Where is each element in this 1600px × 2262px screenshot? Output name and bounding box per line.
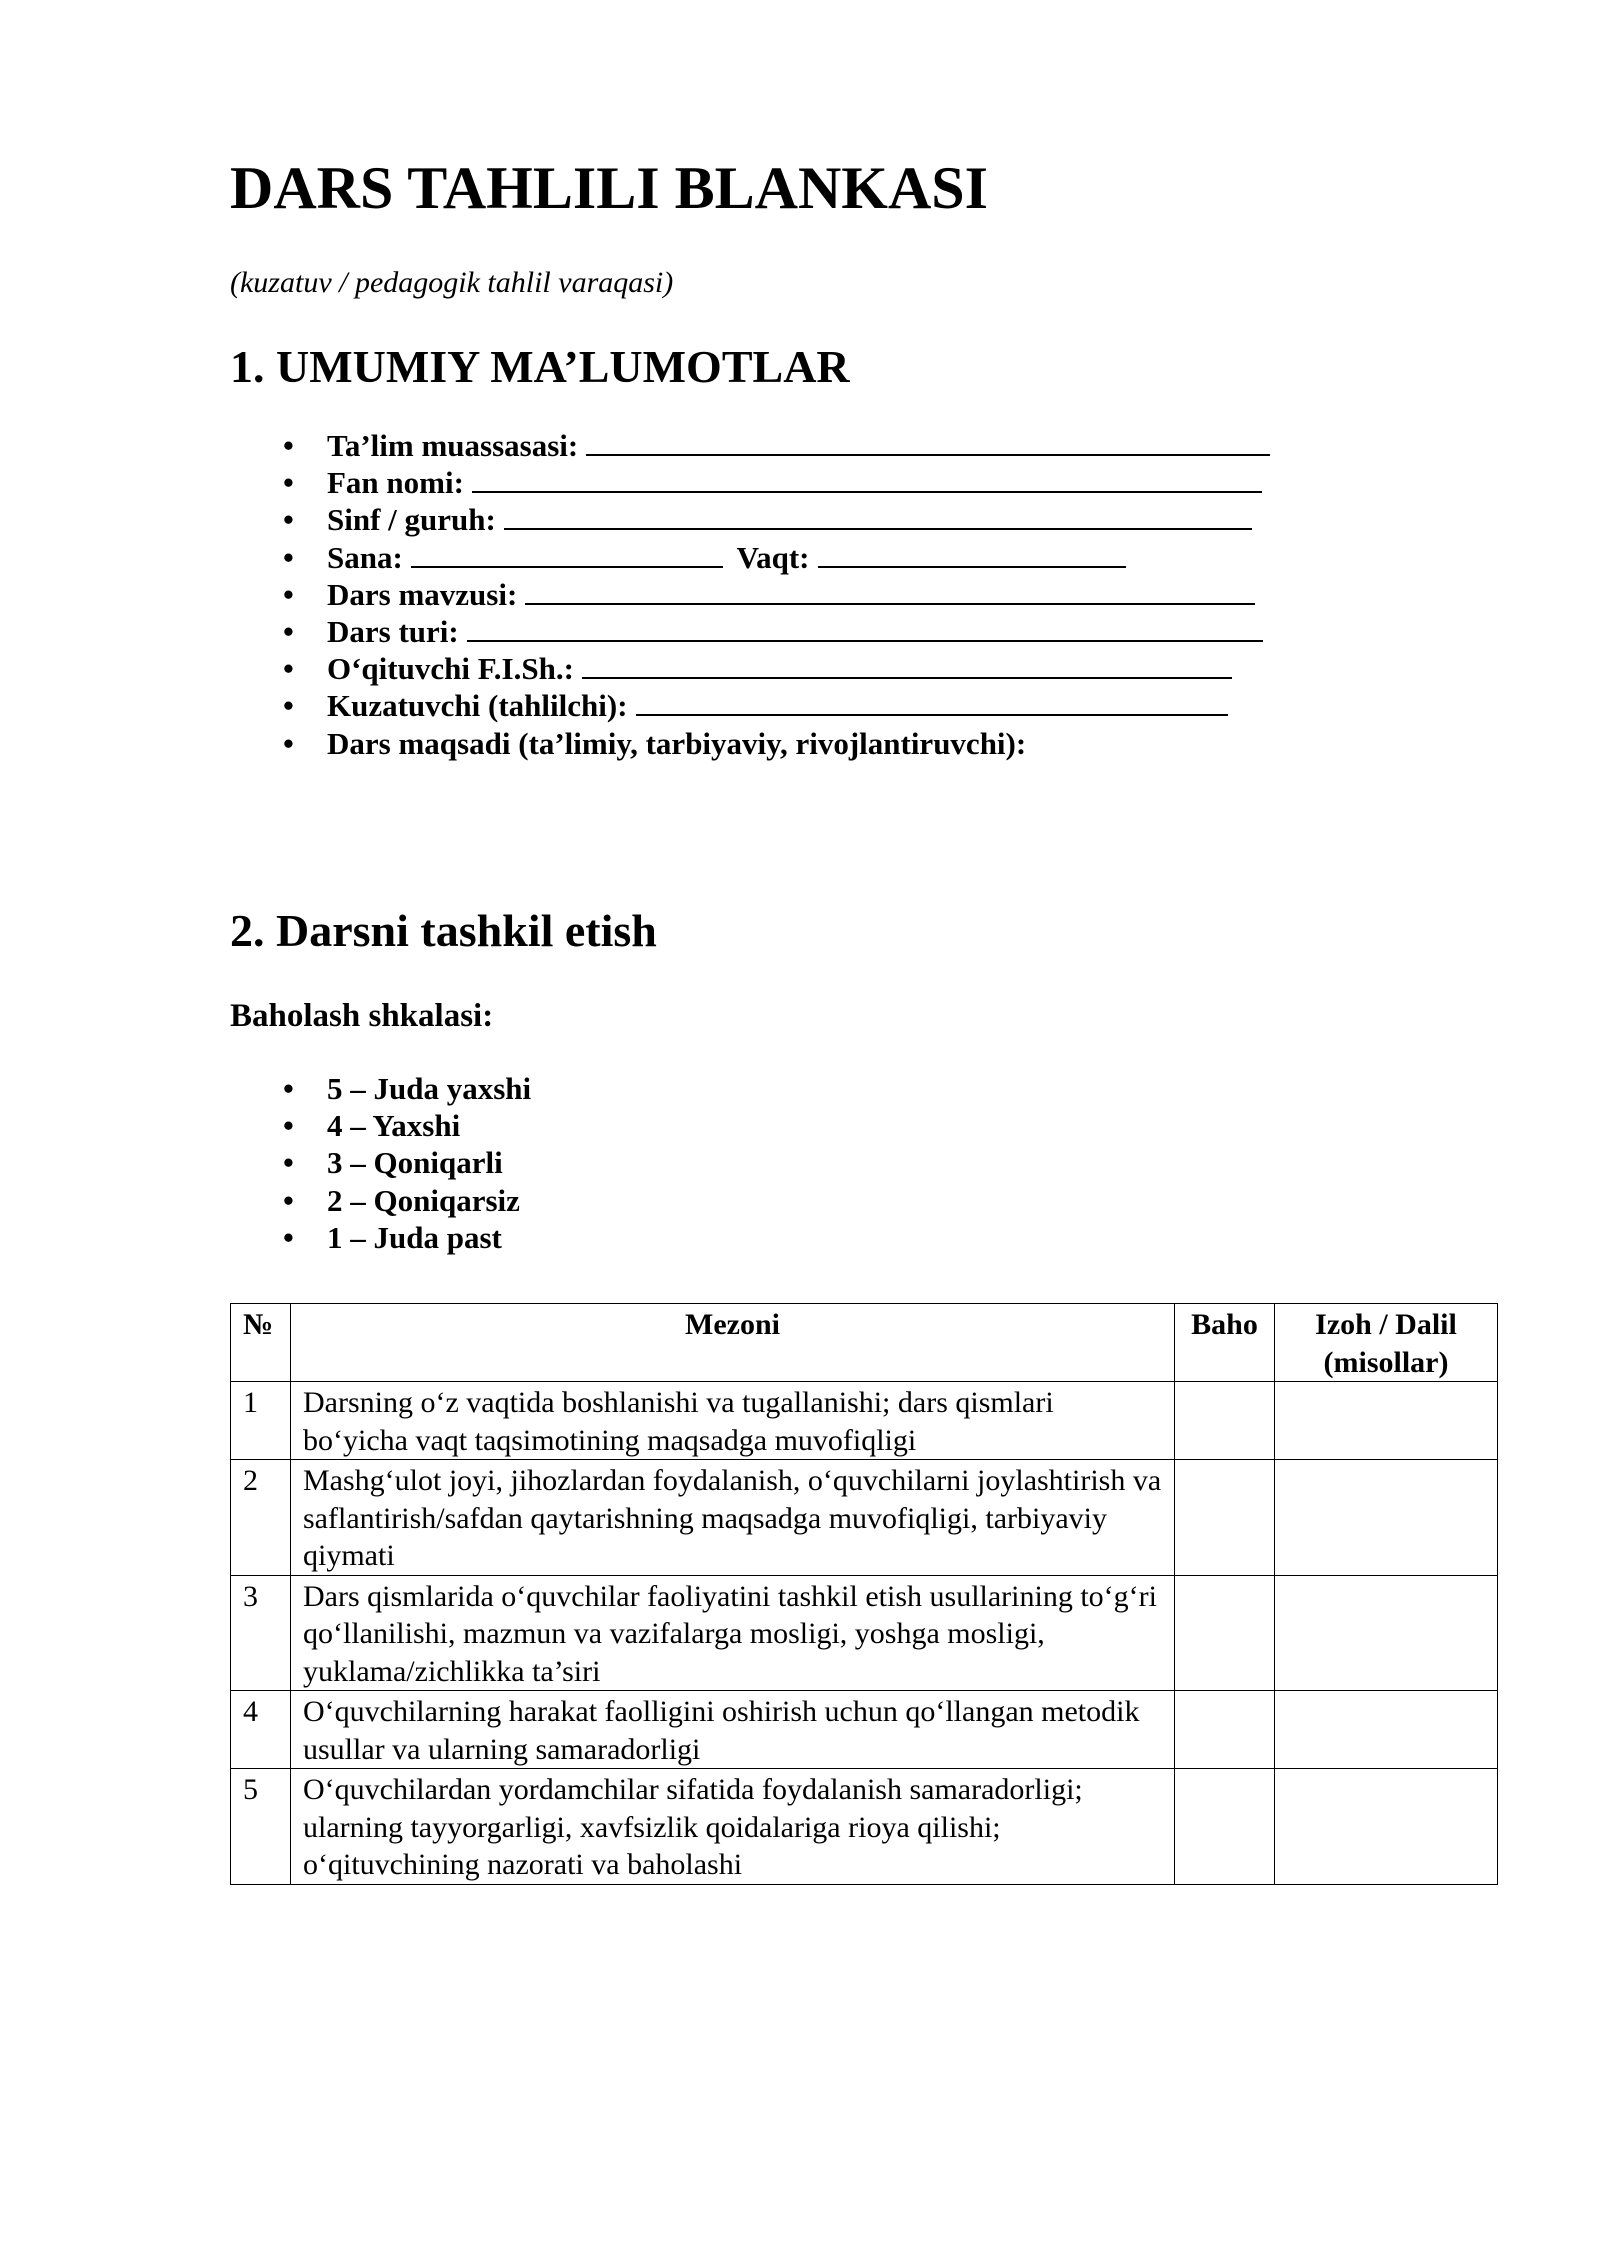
header-grade: Baho (1175, 1304, 1275, 1382)
fill-line[interactable] (582, 651, 1232, 679)
field-label: Kuzatuvchi (tahlilchi): (327, 688, 628, 724)
row-number: 3 (231, 1575, 291, 1691)
scale-item: • 1 – Juda past (230, 1219, 531, 1256)
field-label: Dars turi: (327, 613, 459, 649)
fill-line[interactable] (504, 502, 1252, 530)
table-row (231, 1382, 1498, 1460)
field-date-time (230, 539, 1270, 576)
scale-item: • 2 – Qoniqarsiz (230, 1182, 531, 1219)
field-label: O‘qituvchi F.I.Sh.: (327, 651, 574, 687)
field-label-time: Vaqt: (736, 539, 810, 575)
scale-item: • 3 – Qoniqarli (230, 1144, 531, 1181)
fill-line[interactable] (525, 577, 1255, 605)
field-label: Fan nomi: (327, 465, 464, 501)
table-row (231, 1691, 1498, 1769)
row-criterion: Dars qismlarida o‘quvchilar faoliyatini tashkil etish usullarining to‘g‘ri qo‘llanilishi, mazmun va vazifalarga mosligi, yoshga mosligi, yuklama/zichlikka ta’siri (291, 1575, 1175, 1691)
note-cell[interactable] (1275, 1382, 1498, 1460)
row-criterion: O‘quvchilardan yordamchilar sifatida foydalanish samaradorligi; ularning tayyorgarligi, xavfsizlik qoidalariga rioya qilishi; o‘qituvchining nazorati va baholashi (291, 1769, 1175, 1885)
general-info-list (230, 427, 1270, 762)
header-criterion: Mezoni (291, 1304, 1175, 1382)
field-lesson-topic (230, 576, 1270, 613)
date-fill-line[interactable] (411, 540, 723, 568)
row-number: 4 (231, 1691, 291, 1769)
scale-heading: Baholash shkalasi: (230, 998, 494, 1034)
note-cell[interactable] (1275, 1460, 1498, 1576)
document-subtitle: (kuzatuv / pedagogik tahlil varaqasi) (230, 266, 674, 299)
grade-cell[interactable] (1175, 1382, 1275, 1460)
criteria-table (230, 1303, 1498, 1885)
table-row (231, 1575, 1498, 1691)
field-label: Sana: (327, 539, 403, 575)
grading-scale-list (230, 1070, 531, 1256)
table-header-row (231, 1304, 1498, 1382)
field-institution (230, 427, 1270, 464)
note-cell[interactable] (1275, 1575, 1498, 1691)
header-number: № (231, 1304, 291, 1382)
field-label: Ta’lim muassasasi: (327, 428, 579, 463)
time-fill-line[interactable] (818, 540, 1126, 568)
document-title: DARS TAHLILI BLANKASI (230, 155, 988, 221)
note-cell[interactable] (1275, 1769, 1498, 1885)
field-lesson-type (230, 613, 1270, 650)
grade-cell[interactable] (1175, 1769, 1275, 1885)
section1-heading: 1. UMUMIY MA’LUMOTLAR (230, 341, 850, 392)
fill-line[interactable] (636, 688, 1228, 716)
field-label: Dars maqsadi (ta’limiy, tarbiyaviy, rivojlantiruvchi): (327, 725, 1027, 761)
row-number: 5 (231, 1769, 291, 1885)
field-observer (230, 687, 1270, 724)
table-row (231, 1460, 1498, 1576)
fill-line[interactable] (467, 614, 1263, 642)
field-subject (230, 464, 1270, 501)
grade-cell[interactable] (1175, 1460, 1275, 1576)
row-number: 2 (231, 1460, 291, 1576)
grade-cell[interactable] (1175, 1575, 1275, 1691)
field-class-group (230, 501, 1270, 538)
scale-item: • 4 – Yaxshi (230, 1107, 531, 1144)
table-row (231, 1769, 1498, 1885)
row-criterion: Mashg‘ulot joyi, jihozlardan foydalanish, o‘quvchilarni joylashtirish va saflantirish/safdan qaytarishning maqsadga muvofiqligi, tarbiyaviy qiymati (291, 1460, 1175, 1576)
row-criterion: Darsning o‘z vaqtida boshlanishi va tugallanishi; dars qismlari bo‘yicha vaqt taqsimotining maqsadga muvofiqligi (291, 1382, 1175, 1460)
fill-line[interactable] (586, 428, 1270, 456)
row-number: 1 (231, 1382, 291, 1460)
scale-item: • 5 – Juda yaxshi (230, 1070, 531, 1107)
section2-heading: 2. Darsni tashkil etish (230, 905, 657, 956)
row-criterion: O‘quvchilarning harakat faolligini oshirish uchun qo‘llangan metodik usullar va ularning samaradorligi (291, 1691, 1175, 1769)
field-teacher-name (230, 650, 1270, 687)
field-label: Sinf / guruh: (327, 502, 496, 538)
fill-line[interactable] (472, 465, 1262, 493)
header-note: Izoh / Dalil (misollar) (1275, 1304, 1498, 1382)
note-cell[interactable] (1275, 1691, 1498, 1769)
field-lesson-goal (230, 725, 1270, 762)
grade-cell[interactable] (1175, 1691, 1275, 1769)
field-label: Dars mavzusi: (327, 576, 518, 612)
